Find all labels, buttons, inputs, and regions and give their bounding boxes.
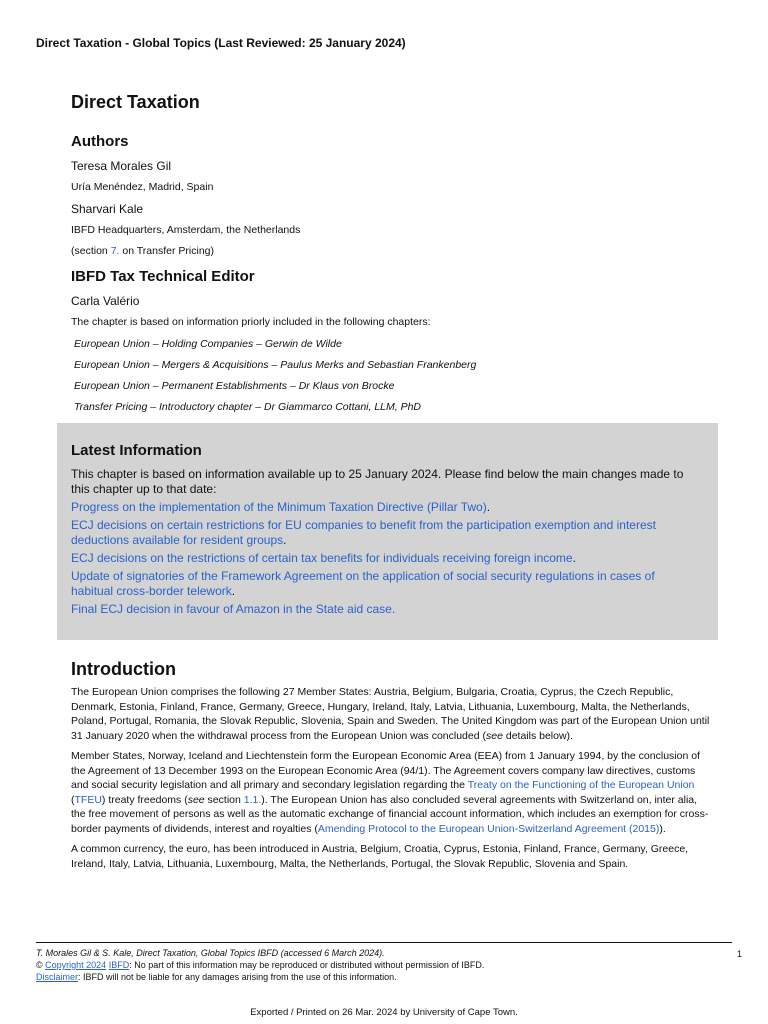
see-emphasis: see [486, 729, 503, 742]
paragraph-text: ) treaty freedoms ( [101, 793, 188, 806]
paragraph-text: ). The European Union has also concluded several agreements with Switzerland on, inter alia, the free movement of persons as well as the automatic exchange of financial account information, which includes an exemption for cross-border payments of dividends, interest and royalties ( [71, 793, 709, 835]
export-note: Exported / Printed on 26 Mar. 2024 by University of Cape Town. [250, 1007, 518, 1018]
latest-update-link[interactable]: ECJ decisions on certain restrictions for EU companies to benefit from the participation exemption and interest deductions available for resident groups [71, 518, 656, 547]
introduction-heading: Introduction [71, 659, 176, 679]
latest-information-box [57, 423, 718, 640]
paragraph-text: details below). [502, 729, 573, 742]
author-affiliation: IBFD Headquarters, Amsterdam, the Netherlands [71, 224, 301, 236]
author-name: Teresa Morales Gil [71, 159, 172, 173]
paragraph-text: ). [659, 822, 666, 835]
latest-information-intro: This chapter is based on information available up to 25 January 2024. Please find below the main changes made to this chapter up to that date: [71, 467, 684, 496]
source-chapter-item: Transfer Pricing – Introductory chapter – Dr Giammarco Cottani, LLM, PhD [74, 401, 422, 413]
latest-update-item [71, 551, 691, 566]
latest-update-link[interactable]: Update of signatories of the Framework Agreement on the application of social security regulations in cases of habitual cross-border telework [71, 569, 655, 598]
latest-update-suffix: . [283, 533, 287, 547]
document-title: Direct Taxation [71, 92, 200, 112]
section-1-1-link[interactable]: 1.1. [243, 793, 262, 806]
introduction-paragraph [71, 749, 711, 836]
page-header-title: Direct Taxation - Global Topics (Last Reviewed: 25 January 2024) [36, 36, 406, 50]
footer-disclaimer [36, 971, 732, 983]
editor-name: Carla Valério [71, 294, 140, 308]
latest-update-suffix: . [486, 500, 491, 514]
section-7-link[interactable]: 7. [110, 245, 120, 257]
page-footer [36, 947, 732, 983]
introduction-section [71, 657, 711, 877]
editor-heading: IBFD Tax Technical Editor [71, 268, 255, 285]
source-chapter-item: European Union – Mergers & Acquisitions – Paulus Merks and Sebastian Frankenberg [74, 359, 477, 371]
author-affiliation: Uría Menéndez, Madrid, Spain [71, 181, 214, 193]
latest-update-link[interactable]: Progress on the implementation of the Minimum Taxation Directive (Pillar Two) [71, 500, 487, 514]
source-chapter-item: European Union – Holding Companies – Gerwin de Wilde [74, 338, 342, 350]
latest-update-item [71, 602, 691, 617]
footer-citation: T. Morales Gil & S. Kale, Direct Taxation, Global Topics IBFD (accessed 6 March 2024). [36, 948, 385, 958]
latest-update-link[interactable]: ECJ decisions on the restrictions of certain tax benefits for individuals receiving foreign income [71, 551, 573, 565]
chapters-intro: The chapter is based on information priorly included in the following chapters: [71, 316, 431, 328]
author-name: Sharvari Kale [71, 202, 144, 216]
latest-update-link[interactable]: Final ECJ decision in favour of Amazon in the State aid case. [71, 602, 396, 616]
page-number: 1 [736, 949, 742, 959]
footer-divider [36, 942, 732, 943]
latest-information-heading: Latest Information [71, 442, 202, 459]
copyright-text: : No part of this information may be reproduced or distributed without permission of IBFD. [129, 960, 485, 970]
section-note-before: (section [71, 245, 111, 257]
tfeu-link[interactable]: TFEU [74, 793, 102, 806]
latest-update-suffix: . [231, 584, 236, 598]
tfeu-treaty-link[interactable]: Treaty on the Functioning of the European Union [467, 779, 695, 791]
latest-update-suffix: . [572, 551, 576, 565]
paragraph-text: The European Union comprises the following 27 Member States: Austria, Belgium, Bulgaria, Croatia, Cyprus, the Czech Republic, Denmark, Estonia, Finland, France, Germany, Greece, Hungary, Ireland, Italy, Latvia, Lithuania, Luxembourg, Malta, the Netherlands, Poland, Portugal, Romania, the Slovak Republic, Slovenia, Spain and Sweden. The United Kingdom was part of the European Union until 31 January 2020 when the withdrawal process from the European Union was concluded ( [71, 686, 710, 742]
paragraph-text: ( [71, 793, 75, 806]
introduction-paragraph: A common currency, the euro, has been introduced in Austria, Belgium, Croatia, Cyprus, Estonia, Finland, France, Germany, Greece, Ireland, Italy, Latvia, Lithuania, Luxembourg, Malta, the Netherlands, Portugal, the Slovak Republic, Slovenia and Spain. [71, 843, 689, 870]
introduction-paragraph [71, 685, 711, 743]
paragraph-text: section [204, 793, 244, 806]
source-chapter-item: European Union – Permanent Establishments – Dr Klaus von Brocke [74, 380, 395, 392]
ibfd-link[interactable]: IBFD [108, 960, 130, 970]
section-note-after: on Transfer Pricing) [119, 245, 214, 257]
latest-update-item [71, 500, 691, 515]
latest-update-item [71, 518, 691, 548]
latest-update-item [71, 569, 691, 599]
copyright-link[interactable]: Copyright 2024 [45, 960, 107, 970]
disclaimer-link[interactable]: Disclaimer [36, 972, 79, 982]
section-note [71, 243, 711, 259]
amending-protocol-link[interactable]: Amending Protocol to the European Union-Switzerland Agreement (2015) [317, 822, 660, 835]
footer-copyright [36, 959, 732, 971]
paragraph-text: Member States, Norway, Iceland and Liechtenstein form the European Economic Area (EEA) from 1 January 1994, by the conclusion of the Agreement of 13 December 1993 on the European Economic Area (94/1). The Agreement covers company law directives, customs and social security legislation and all primary and secondary legislation regarding the [71, 750, 700, 791]
authors-heading: Authors [71, 133, 129, 150]
copyright-symbol: © [36, 960, 46, 970]
source-chapters-list [71, 334, 711, 418]
disclaimer-text: : IBFD will not be liable for any damages arising from the use of this information. [78, 972, 397, 982]
document-front-matter [71, 90, 711, 418]
see-emphasis: see [187, 793, 205, 806]
